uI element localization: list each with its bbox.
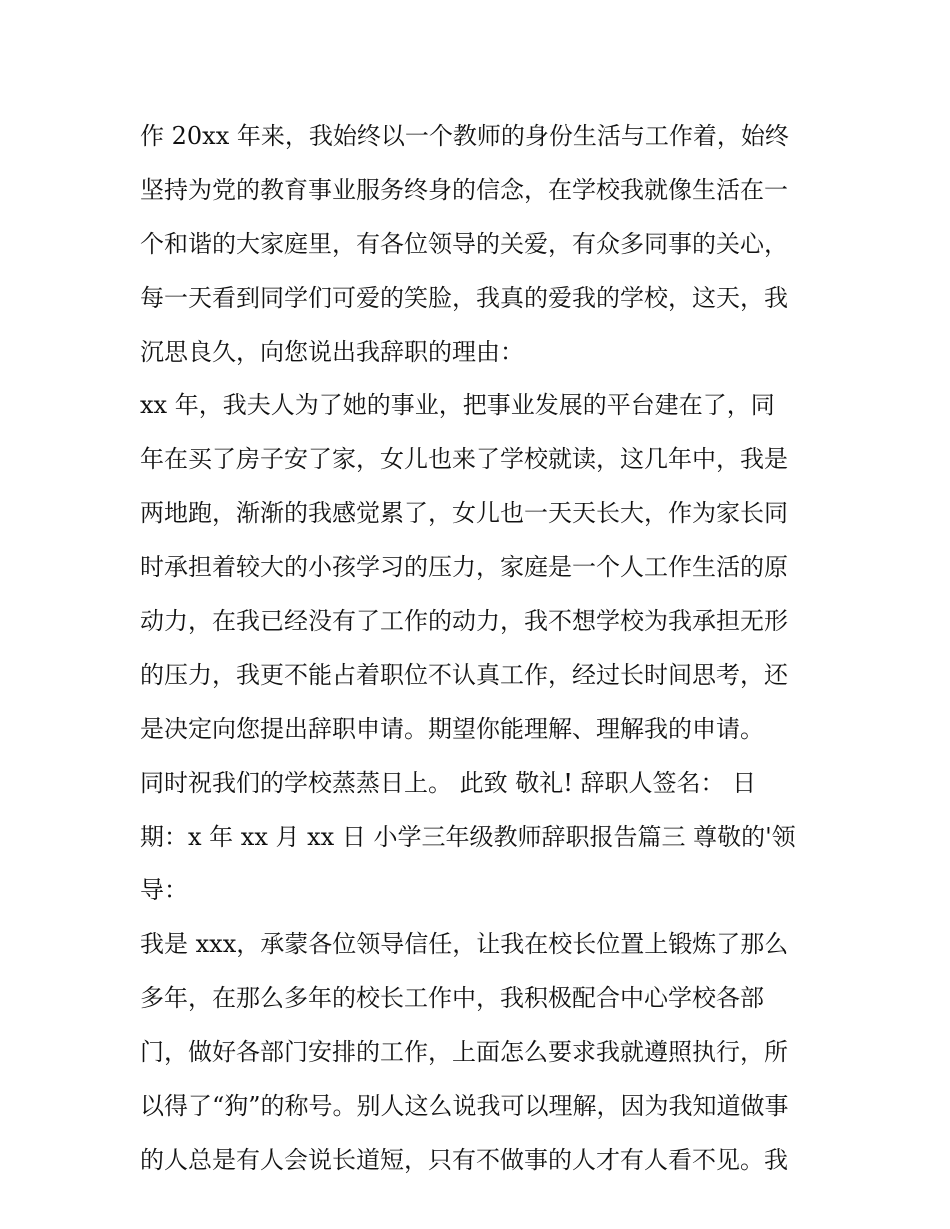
text-line: 年在买了房子安了家，女儿也来了学校就读，这几年中，我是: [140, 445, 788, 474]
text-line: 的人总是有人会说长道短，只有不做事的人才有人看不见。我: [140, 1145, 788, 1174]
text-line: 个和谐的大家庭里，有各位领导的关爱，有众多同事的关心，: [140, 229, 788, 258]
text-line: 时承担着较大的小孩学习的压力，家庭是一个人工作生活的原: [140, 553, 788, 582]
text-line: xx 年，我夫人为了她的事业，把事业发展的平台建在了，同: [140, 391, 775, 420]
text-line: 每一天看到同学们可爱的笑脸，我真的爱我的学校，这天，我: [140, 283, 788, 312]
text-line: 坚持为党的教育事业服务终身的信念，在学校我就像生活在一: [140, 175, 788, 204]
text-line: 多年，在那么多年的校长工作中，我积极配合中心学校各部: [140, 984, 764, 1013]
text-line: 同时祝我们的学校蒸蒸日上。 此致 敬礼! 辞职人签名： 日: [140, 768, 757, 797]
text-line: 的压力，我更不能占着职位不认真工作，经过长时间思考，还: [140, 660, 788, 689]
text-line: 以得了“狗”的称号。别人这么说我可以理解，因为我知道做事: [140, 1092, 789, 1121]
text-line: 作 20xx 年来，我始终以一个教师的身份生活与工作着，始终: [140, 122, 789, 150]
text-line: 两地跑，渐渐的我感觉累了，女儿也一天天长大，作为家长同: [140, 499, 788, 528]
text-line: 是决定向您提出辞职申请。期望你能理解、理解我的申请。: [140, 714, 764, 743]
body-text: [140, 110, 820, 1188]
text-line: 期：x 年 xx 月 xx 日 小学三年级教师辞职报告篇三 尊敬的'领: [140, 822, 796, 851]
text-line: 动力，在我已经没有了工作的动力，我不想学校为我承担无形: [140, 607, 788, 636]
text-line: 门，做好各部门安排的工作，上面怎么要求我就遵照执行，所: [140, 1038, 788, 1067]
text-line: 我是 xxx，承蒙各位领导信任，让我在校长位置上锻炼了那么: [140, 930, 789, 959]
text-line: 导：: [140, 876, 188, 905]
text-line: 沉思良久，向您说出我辞职的理由：: [140, 337, 524, 366]
